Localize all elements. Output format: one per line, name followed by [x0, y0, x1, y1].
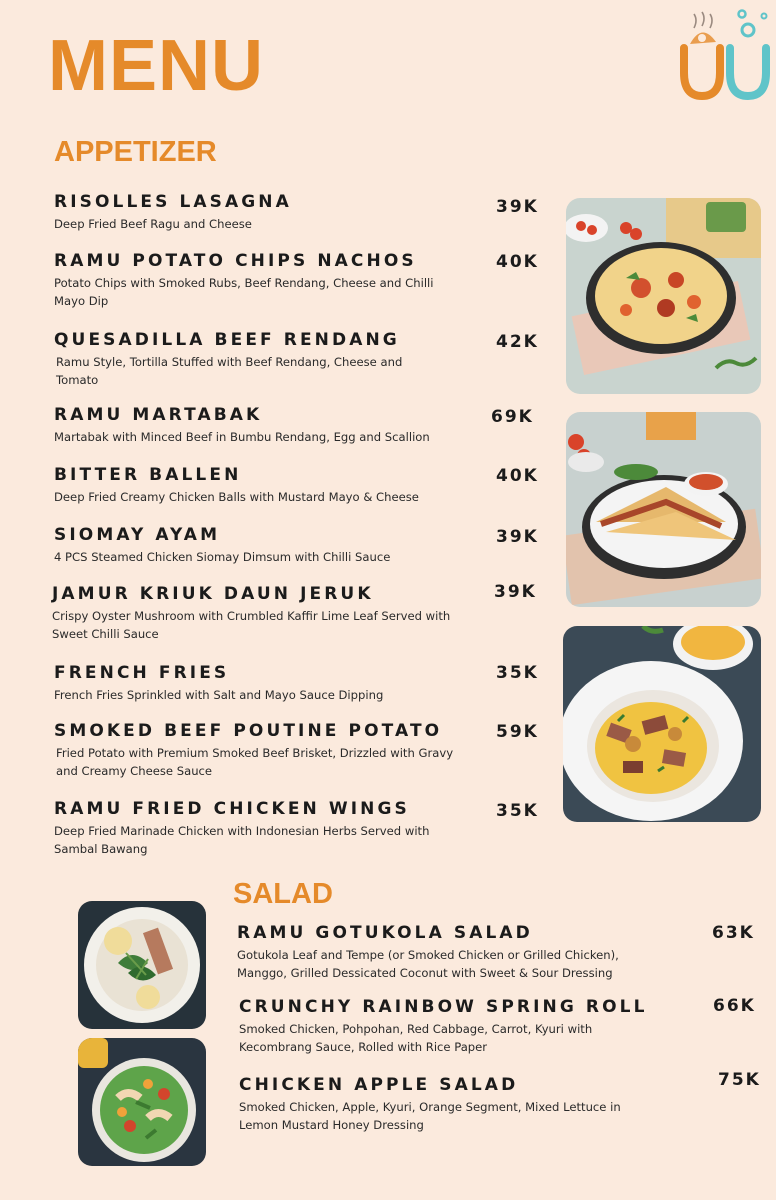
item-name: CHICKEN APPLE SALAD [239, 1075, 519, 1095]
item-description: Gotukola Leaf and Tempe (or Smoked Chicken or Grilled Chicken), Manggo, Grilled Dessicated Coconut with Sweet & Sour Dressing [237, 947, 619, 980]
item-description: Smoked Chicken, Pohpohan, Red Cabbage, Carrot, Kyuri with Kecombrang Sauce, Rolled with Rice Paper [239, 1021, 593, 1054]
item-price: 40K [496, 466, 539, 486]
item-name: SMOKED BEEF POUTINE POTATO [54, 721, 443, 741]
item-description: 4 PCS Steamed Chicken Siomay Dimsum with Chilli Sauce [54, 549, 391, 564]
item-description: French Fries Sprinkled with Salt and Mayo Sauce Dipping [54, 687, 384, 702]
menu-item [54, 406, 484, 447]
item-name: RAMU FRIED CHICKEN WINGS [54, 799, 410, 819]
item-price: 39K [494, 582, 537, 602]
item-description: Deep Fried Creamy Chicken Balls with Mustard Mayo & Cheese [54, 489, 419, 504]
item-name: CRUNCHY RAINBOW SPRING ROLL [239, 997, 648, 1017]
item-price: 75K [718, 1070, 761, 1090]
menu-item [54, 466, 484, 507]
chicken-apple-salad-photo [78, 1038, 206, 1166]
item-name: QUESADILLA BEEF RENDANG [54, 330, 400, 350]
gotukola-salad-photo [78, 901, 206, 1029]
ramu-logo-icon [672, 8, 772, 103]
quesadilla-photo [566, 412, 761, 607]
menu-item [54, 252, 454, 310]
item-name: RAMU MARTABAK [54, 405, 263, 425]
menu-item [54, 664, 484, 705]
menu-item [54, 331, 434, 389]
item-name: FRENCH FRIES [54, 663, 230, 683]
item-price: 42K [496, 332, 539, 352]
item-description: Fried Potato with Premium Smoked Beef Brisket, Drizzled with Gravy and Creamy Cheese Sauce [56, 745, 454, 778]
menu-item [54, 722, 454, 780]
menu-item [54, 193, 474, 234]
menu-item [54, 526, 484, 567]
item-price: 39K [496, 527, 539, 547]
menu-title: MENU [48, 26, 264, 106]
item-description: Smoked Chicken, Apple, Kyuri, Orange Segment, Mixed Lettuce in Lemon Mustard Honey Dressing [239, 1099, 621, 1132]
item-price: 66K [713, 996, 756, 1016]
item-description: Deep Fried Marinade Chicken with Indonesian Herbs Served with Sambal Bawang [54, 823, 430, 856]
item-price: 40K [496, 252, 539, 272]
item-description: Deep Fried Beef Ragu and Cheese [54, 216, 252, 231]
item-price: 59K [496, 722, 539, 742]
item-description: Ramu Style, Tortilla Stuffed with Beef Rendang, Cheese and Tomato [56, 354, 403, 387]
poutine-photo [563, 626, 761, 822]
item-description: Potato Chips with Smoked Rubs, Beef Rendang, Cheese and Chilli Mayo Dip [54, 275, 434, 308]
item-name: RISOLLES LASAGNA [54, 192, 292, 212]
appetizer-section-title: APPETIZER [54, 136, 217, 168]
item-name: JAMUR KRIUK DAUN JERUK [52, 584, 374, 604]
item-name: RAMU GOTUKOLA SALAD [237, 923, 533, 943]
menu-item [239, 1076, 649, 1134]
nachos-photo [566, 198, 761, 394]
item-description: Crispy Oyster Mushroom with Crumbled Kaffir Lime Leaf Served with Sweet Chilli Sauce [52, 608, 451, 641]
item-price: 35K [496, 663, 539, 683]
item-name: RAMU POTATO CHIPS NACHOS [54, 251, 417, 271]
item-price: 69K [491, 407, 534, 427]
menu-item [239, 997, 648, 1056]
item-price: 35K [496, 801, 539, 821]
item-price: 39K [496, 197, 539, 217]
item-description: Martabak with Minced Beef in Bumbu Rendang, Egg and Scallion [54, 429, 430, 444]
item-name: SIOMAY AYAM [54, 525, 221, 545]
menu-item [52, 585, 462, 643]
item-price: 63K [712, 923, 755, 943]
salad-section-title: SALAD [233, 878, 333, 910]
menu-item [54, 800, 444, 858]
item-name: BITTER BALLEN [54, 465, 242, 485]
menu-item [237, 924, 657, 982]
